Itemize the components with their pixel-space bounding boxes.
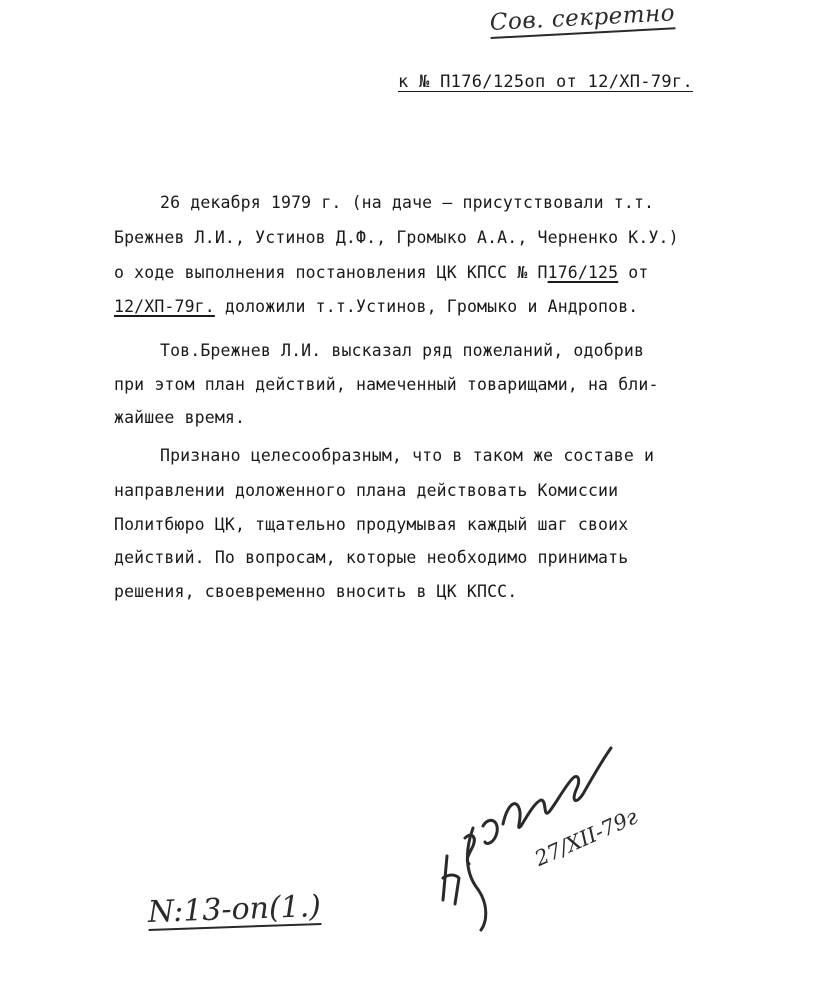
text-fragment: о ходе выполнения постановления ЦК КПСС № П xyxy=(114,263,548,282)
text-line: Тов.Брежнев Л.И. высказал ряд пожеланий, одобрив xyxy=(160,341,645,360)
text-line xyxy=(114,297,638,316)
text-line: Брежнев Л.И., Устинов Д.Ф., Громыко А.А., Черненко К.У.) xyxy=(114,228,679,247)
text-line: направлении доложенного плана действовать Комиссии xyxy=(114,481,619,500)
text-line: жайшее время. xyxy=(114,408,246,427)
decision-number: 176/125 xyxy=(547,263,619,282)
decision-date: 12/XП-79г. xyxy=(114,297,215,316)
text-line xyxy=(114,263,648,282)
signature-date: 27/XII-79г xyxy=(531,804,642,871)
text-line: Признано целесообразным, что в таком же составе и xyxy=(160,446,655,465)
text-fragment: от xyxy=(618,263,649,282)
text-fragment: доложили т.т.Устинов, Громыко и Андропов. xyxy=(214,297,639,316)
text-line: при этом план действий, намеченный товарищами, на бли- xyxy=(114,375,659,394)
classification-stamp: Сов. секретно xyxy=(489,0,676,39)
registration-number: N:13-оп(1.) xyxy=(147,888,322,930)
reference-line: к № П176/125оп от 12/XП-79г. xyxy=(398,72,693,92)
text-line: действий. По вопросам, которые необходимо принимать xyxy=(114,548,629,567)
text-line: 26 декабря 1979 г. (на даче – присутствовали т.т. xyxy=(160,193,655,212)
text-line: решения, своевременно вносить в ЦК КПСС. xyxy=(114,582,518,601)
text-line: Политбюро ЦК, тщательно продумывая каждый шаг своих xyxy=(114,515,629,534)
